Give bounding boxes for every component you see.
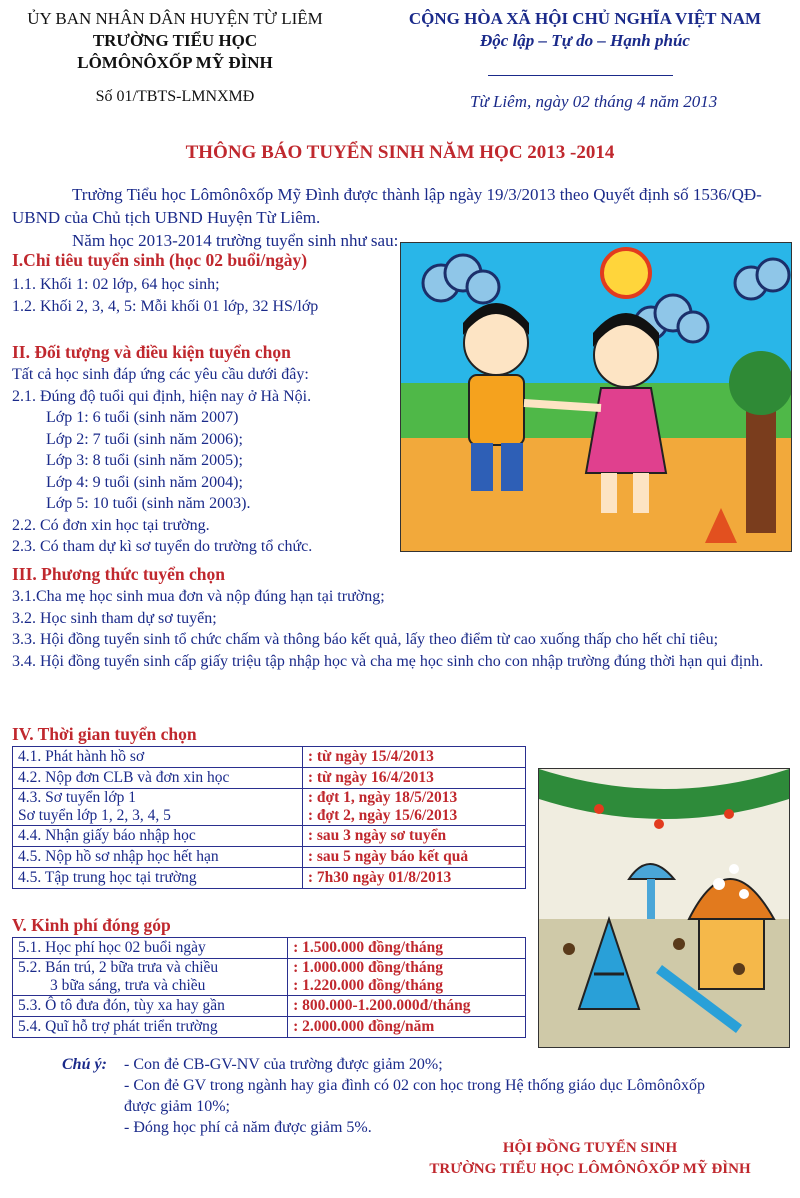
list-item: 2.1. Đúng độ tuổi qui định, hiện nay ở Hà Nội. [12,387,312,405]
table-row [13,826,526,847]
table-row [13,768,526,789]
signature-line1: HỘI ĐỒNG TUYỂN SINH [502,1140,678,1156]
fee-label: 5.3. Ô tô đưa đón, tùy xa hay gần [13,996,288,1017]
schedule-value: : từ ngày 16/4/2013 [302,768,525,789]
notes-label: Chú ý: [62,1056,107,1073]
fee-label: 5.1. Học phí học 02 buổi ngày [13,938,288,959]
schedule-label: 4.1. Phát hành hồ sơ [13,747,303,768]
schedule-label-line2: Sơ tuyển lớp 1, 2, 3, 4, 5 [18,807,171,824]
schedule-label: 4.5. Nộp hồ sơ nhập học hết hạn [13,847,303,868]
schedule-value-line1: : đợt 1, ngày 18/5/2013 [307,789,458,806]
list-item: 3.3. Hội đồng tuyển sinh tổ chức chấm và thông báo kết quả, lấy theo điểm từ cao xuống thấp cho hết chỉ tiêu; [12,631,719,648]
list-item: Lớp 4: 9 tuổi (sinh năm 2004); [46,473,243,491]
section-5-heading: V. Kinh phí đóng góp [12,915,171,935]
header-rule [488,75,673,76]
document-number: Số 01/TBTS-LMNXMĐ [95,88,255,105]
signature-block [380,1138,800,1180]
national-motto-block [370,8,800,52]
fee-value [288,959,526,996]
schedule-value: : sau 3 ngày sơ tuyển [302,826,525,847]
section-2-body [12,364,312,558]
note-item: - Con đẻ GV trong ngành hay gia đình có 02 con học trong Hệ thống giáo dục Lômônôxốp được giảm 10%; [124,1077,705,1115]
table-row [13,789,526,826]
fee-value: : 800.000-1.200.000đ/tháng [288,996,526,1017]
schedule-value: : 7h30 ngày 01/8/2013 [302,868,525,889]
section-3-list [12,586,797,672]
notes-list [124,1054,714,1138]
schedule-value-line2: : đợt 2, ngày 15/6/2013 [307,807,458,824]
section-1-heading: I.Chỉ tiêu tuyển sinh (học 02 buổi/ngày) [12,250,308,270]
table-row [13,959,526,996]
schedule-label: 4.5. Tập trung học tại trường [13,868,303,889]
fee-label-line2: 3 bữa sáng, trưa và chiều [50,977,206,994]
schedule-value: : sau 5 ngày báo kết quả [302,847,525,868]
section-4-heading: IV. Thời gian tuyển chọn [12,724,197,744]
issuer-block [0,8,350,74]
list-item: Lớp 2: 7 tuổi (sinh năm 2006); [46,430,243,448]
national-motto: Độc lập – Tự do – Hạnh phúc [480,31,690,50]
list-item: Lớp 3: 8 tuổi (sinh năm 2005); [46,452,243,469]
fee-value-line1: : 1.000.000 đồng/tháng [293,959,443,976]
list-item: 1.1. Khối 1: 02 lớp, 64 học sinh; [12,276,220,293]
note-item: - Đóng học phí cả năm được giảm 5%. [124,1119,372,1136]
signature-line2: TRƯỜNG TIỂU HỌC LÔMÔNÔXỐP MỸ ĐÌNH [429,1161,751,1177]
schedule-table [12,746,526,889]
fee-value: : 1.500.000 đồng/tháng [288,938,526,959]
list-item: Lớp 1: 6 tuổi (sinh năm 2007) [46,409,239,426]
list-item: 3.1.Cha mẹ học sinh mua đơn và nộp đúng hạn tại trường; [12,588,385,605]
list-item: 3.2. Học sinh tham dự sơ tuyển; [12,609,217,627]
schedule-label: 4.2. Nộp đơn CLB và đơn xin học [13,768,303,789]
table-row [13,847,526,868]
fee-label [13,959,288,996]
section-2-heading: II. Đối tượng và điều kiện tuyển chọn [12,342,291,362]
fee-label-line1: 5.2. Bán trú, 2 bữa trưa và chiều [18,959,219,976]
list-item: 3.4. Hội đồng tuyển sinh cấp giấy triệu tập nhập học và cha mẹ học sinh cho con nhập trường đúng thời hạn qui định. [12,652,764,670]
schedule-label [13,789,303,826]
fee-value: : 2.000.000 đồng/năm [288,1017,526,1038]
list-item: Lớp 5: 10 tuổi (sinh năm 2003). [46,495,251,512]
table-row [13,996,526,1017]
list-item: 1.2. Khối 2, 3, 4, 5: Mỗi khối 01 lớp, 32 HS/lớp [12,297,319,315]
table-row [13,868,526,889]
fee-value-line2: : 1.220.000 đồng/tháng [293,977,443,994]
note-item: - Con đẻ CB-GV-NV của trường được giảm 20%; [124,1056,443,1073]
document-date: Từ Liêm, ngày 02 tháng 4 năm 2013 [470,92,718,111]
fees-table [12,937,526,1038]
schedule-label: 4.4. Nhận giấy báo nhập học [13,826,303,847]
issuer-school-line2: LÔMÔNÔXỐP MỸ ĐÌNH [77,53,273,72]
children-illustration [400,242,792,552]
fee-label: 5.4. Quĩ hỗ trợ phát triển trường [13,1017,288,1038]
table-row [13,938,526,959]
table-row [13,747,526,768]
list-item: 2.3. Có tham dự kì sơ tuyển do trường tổ chức. [12,538,313,555]
list-item: 2.2. Có đơn xin học tại trường. [12,516,210,534]
national-title: CỘNG HÒA XÃ HỘI CHỦ NGHĨA VIỆT NAM [408,9,762,28]
playground-illustration [538,768,790,1048]
intro-paragraph-1: Trường Tiểu học Lômônôxốp Mỹ Đình được thành lập ngày 19/3/2013 theo Quyết định số 1536/QĐ-UBND của Chủ tịch UBND Huyện Từ Liêm. [12,185,762,227]
intro-paragraph-2: Năm học 2013-2014 trường tuyển sinh như sau: [72,231,399,250]
schedule-value: : từ ngày 15/4/2013 [302,747,525,768]
schedule-value [302,789,525,826]
table-row [13,1017,526,1038]
section-3-heading: III. Phương thức tuyển chọn [12,564,226,584]
issuer-school-line1: TRƯỜNG TIỂU HỌC [92,31,258,50]
section-2-lead: Tất cả học sinh đáp ứng các yêu cầu dưới đây: [12,366,309,383]
section-1-list [12,274,318,317]
issuer-authority: ỦY BAN NHÂN DÂN HUYỆN TỪ LIÊM [27,9,323,28]
schedule-label-line1: 4.3. Sơ tuyển lớp 1 [18,789,137,806]
page-title: THÔNG BÁO TUYỂN SINH NĂM HỌC 2013 -2014 [185,142,615,163]
